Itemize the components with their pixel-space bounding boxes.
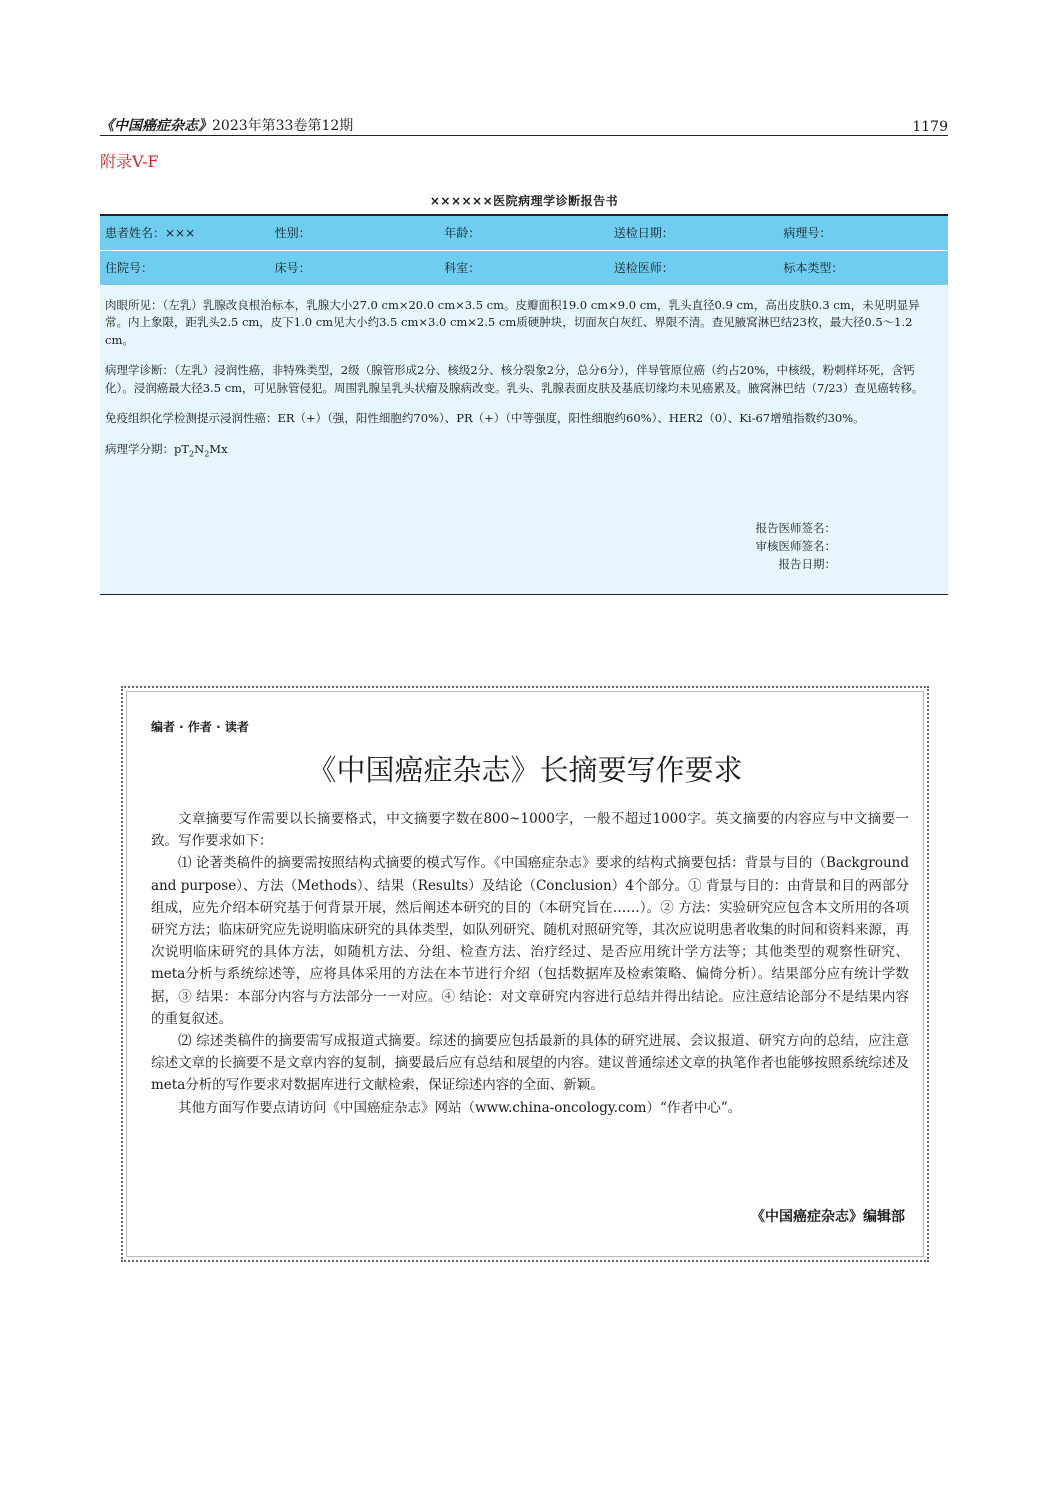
age-field: 年龄： — [444, 226, 481, 240]
notice-signoff: 《中国癌症杂志》编辑部 — [751, 1209, 905, 1225]
journal-name: 《中国癌症杂志》 — [100, 118, 212, 134]
staging-t-sub: 2 — [189, 448, 195, 458]
specimen-type-field: 标本类型： — [783, 261, 844, 275]
staging-n: N — [194, 441, 205, 456]
pathology-staging — [105, 441, 942, 463]
notice-section-label: 编者 · 作者 · 读者 — [151, 720, 249, 734]
page-number: 1179 — [912, 119, 948, 135]
notice-paragraph-reviews: ⑵ 综述类稿件的摘要需写成报道式摘要。综述的摘要应包括最新的具体的研究进展、会议报道、研究方向的总结，应注意综述文章的长摘要不是文章内容的复制，摘要最后应有总结和展望的内容。建议普通综述文章的执笔作者也能够按照系统综述及meta分析的写作要求对数据库进行文献检索，保证综述内容的全面、新颖。 — [151, 1033, 909, 1094]
referring-doctor-field: 送检医师： — [613, 261, 674, 275]
issue-info: 2023年第33卷第12期 — [212, 118, 354, 134]
bed-number-field: 床号： — [274, 261, 311, 275]
notice-title: 《中国癌症杂志》长摘要写作要求 — [307, 753, 743, 787]
running-header — [100, 113, 948, 136]
report-info-row-2 — [100, 251, 948, 286]
appendix-label: 附录V-F — [100, 152, 159, 171]
patient-name-field: 患者姓名：××× — [105, 226, 196, 240]
admission-number-field: 住院号： — [105, 261, 154, 275]
ihc-results: 免疫组织化学检测提示浸润性癌：ER（+）（强，阳性细胞约70%）、PR（+）（中等强度，阳性细胞约60%）、HER2（0）、Ki-67增殖指数约30%。 — [105, 411, 865, 425]
notice-paragraph-original-articles: ⑴ 论著类稿件的摘要需按照结构式摘要的模式写作。《中国癌症杂志》要求的结构式摘要包括：背景与目的（Background and purpose）、方法（Methods）、结果（Results）及结论（Conclusion）4个部分。① 背景与目的：由背景和目的两部分组成，应先介绍本研究基于何背景开展，然后阐述本研究的目的（本研究旨在……）。② 方法：实验研究应包含本文所用的各项研究方法；临床研究应先说明临床研究的具体类型，如队列研究、随机对照研究等，其次应说明患者收集的时间和资料来源，再次说明临床研究的具体方法，如随机方法、分组、检查方法、治疗经过、是否应用统计学方法等；其他类型的观察性研究、meta分析与系统综述等，应将具体采用的方法在本节进行介绍（包括数据库及检索策略、偏倚分析）。结果部分应有统计学数据，③ 结果：本部分内容与方法部分一一对应。④ 结论：对文章研究内容进行总结并得出结论。应注意结论部分不是结果内容的重复叙述。 — [151, 855, 909, 1027]
report-body — [100, 286, 948, 463]
gross-findings: 肉眼所见：（左乳）乳腺改良根治标本，乳腺大小27.0 cm×20.0 cm×3.5 cm。皮瓣面积19.0 cm×9.0 cm，乳头直径0.9 cm，高出皮肤0.3 cm，未见明显异常。内上象限，距乳头2.5 cm，皮下1.0 cm见大小约3.5 cm×3.0 cm×2.5 cm质硬肿块，切面灰白灰红、界限不清。查见腋窝淋巴结23枚，最大径0.5～1.2 cm。 — [105, 297, 920, 347]
staging-m: Mx — [209, 441, 228, 456]
signature-block — [756, 519, 837, 573]
pathology-report-form — [100, 214, 948, 595]
pathology-number-field: 病理号： — [783, 226, 832, 240]
editorial-notice-box — [121, 686, 929, 1262]
notice-body — [151, 808, 909, 1119]
report-title: ××××××医院病理学诊断报告书 — [429, 194, 619, 208]
header-left — [100, 115, 353, 135]
submission-date-field: 送检日期： — [613, 226, 674, 240]
staging-label: 病理学分期： — [105, 441, 174, 456]
department-field: 科室： — [444, 261, 481, 275]
sex-field: 性别： — [274, 226, 311, 240]
staging-n-sub: 2 — [204, 448, 210, 458]
reviewing-doctor-signature: 审核医师签名： — [755, 539, 836, 553]
notice-paragraph-website: 其他方面写作要点请访问《中国癌症杂志》网站（www.china-oncology.com）“作者中心”。 — [178, 1099, 742, 1116]
notice-paragraph-intro: 文章摘要写作需要以长摘要格式，中文摘要字数在800~1000字，一般不超过1000字。英文摘要的内容应与中文摘要一致。写作要求如下： — [151, 811, 909, 850]
reporting-doctor-signature: 报告医师签名： — [755, 521, 836, 535]
staging-t: pT — [174, 441, 190, 456]
pathology-diagnosis: 病理学诊断：（左乳）浸润性癌，非特殊类型，2级（腺管形成2分、核级2分、核分裂象2分，总分6分），伴导管原位癌（约占20%，中核级，粉刺样坏死，含钙化）。浸润癌最大径3.5 cm，可见脉管侵犯。周围乳腺呈乳头状瘤及腺病改变。乳头、乳腺表面皮肤及基底切缘均未见癌累及。腋窝淋巴结（7/23）查见癌转移。 — [105, 363, 924, 395]
report-info-row-1 — [100, 216, 948, 251]
report-date: 报告日期： — [778, 557, 836, 571]
